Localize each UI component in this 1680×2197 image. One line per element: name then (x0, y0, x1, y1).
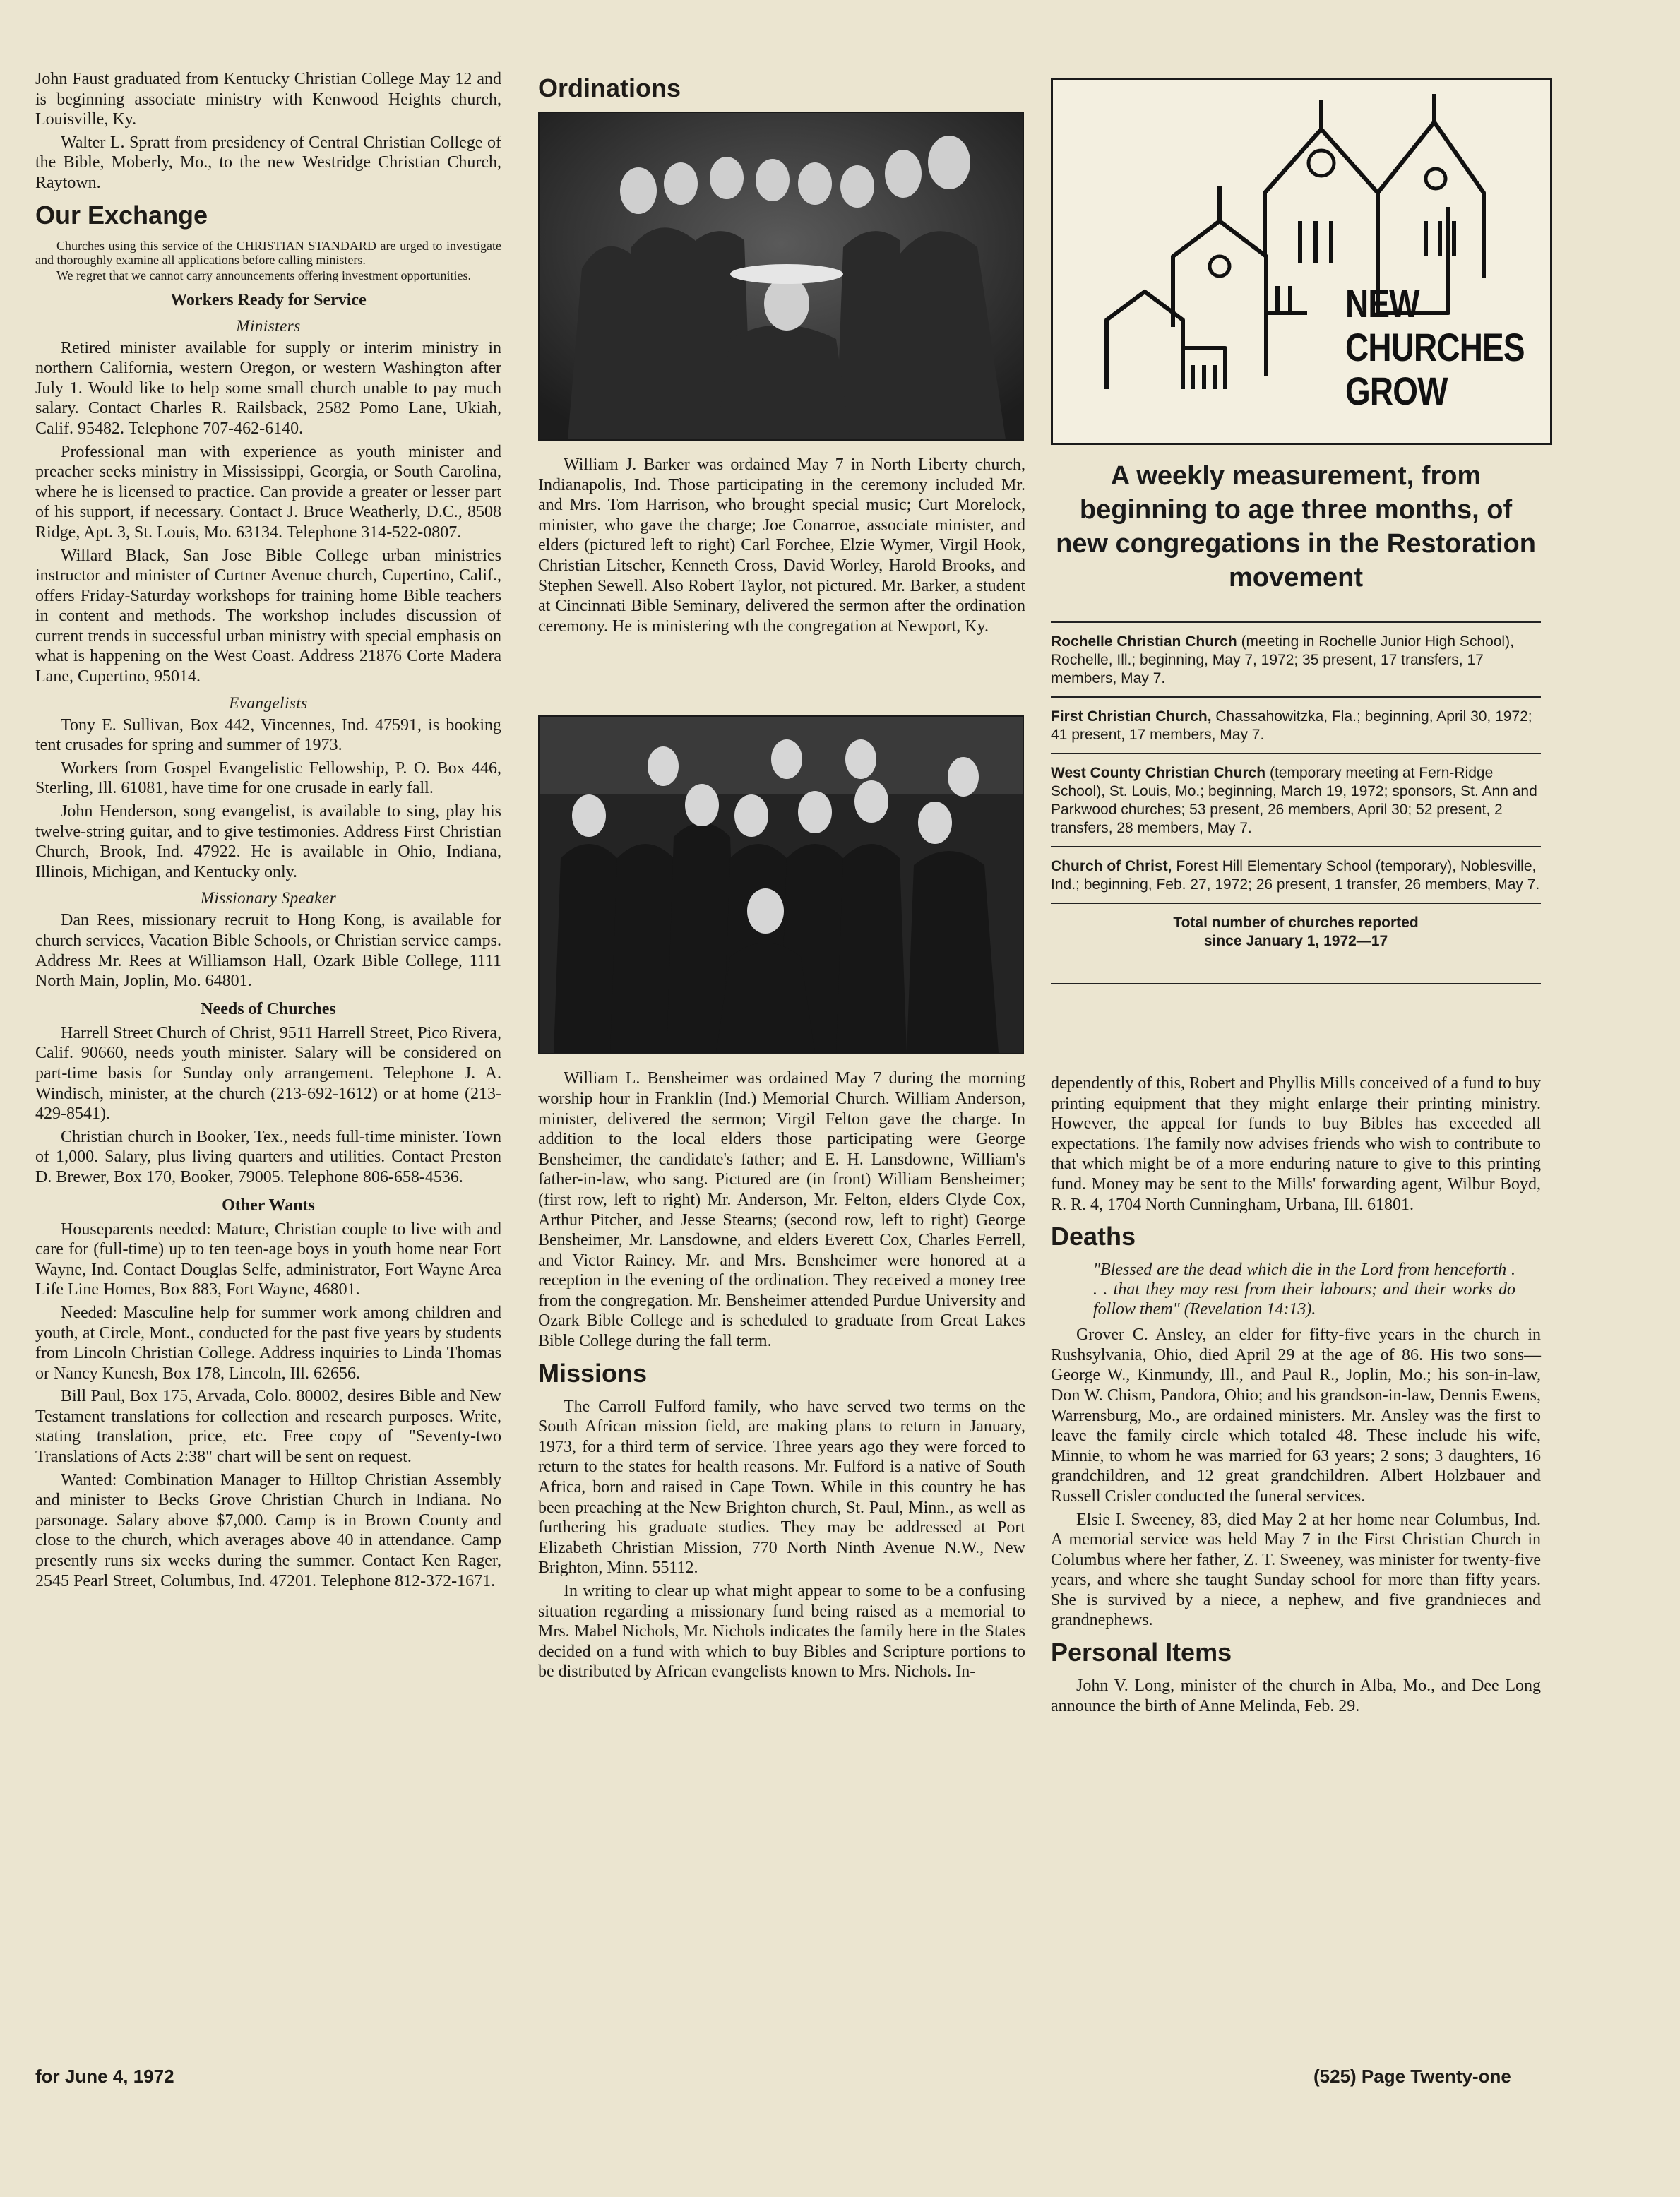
footer-page-number: (525) Page Twenty-one (1313, 2066, 1511, 2087)
column-middle (538, 71, 1025, 1685)
other-ad: Houseparents needed: Mature, Christian couple to live with and care for (full-time) up to ten teen-age boys in youth home near Fort Wayne, Ind. Contact Douglas Selfe, administrator, Fort Wayne Area Life Line Homes, Box 883, Fort Wayne, 46801. (35, 1220, 501, 1299)
other-ad: Wanted: Combination Manager to Hilltop Christian Assembly and minister to Becks Grove Christian Church in Indiana. No parsonage. Salary above $7,000. Camp is in Brown County and close to the church, which averages above 40 in attendance. Camp presently runs six weeks during the summer. Contact Ken Rager, 2545 Pearl Street, Columbus, Ind. 47201. Telephone 812-372-1671. (35, 1470, 501, 1590)
group-portrait-image (540, 717, 1023, 1053)
minister-ad: Retired minister available for supply or interim ministry in northern California, western Oregon, or western Washington after July 1. Would like to help some small church unable to pay much salary. Contact Charles R. Railsback, 2582 Pomo Lane, Ukiah, Calif. 95482. Telephone 707-462-6140. (35, 338, 501, 438)
personal-items-heading: Personal Items (1051, 1638, 1232, 1667)
obituary: Grover C. Ansley, an elder for fifty-five years in the church in Rushsylvania, Ohio, died April 29 at the age of 86. His two sons—George W., Kinmundy, Ill., and Paul R., Joplin, Mo.; his son-in-law, Don W. Chism, Pandora, Ohio; and his grandson-in-law, Dennis Ewens, Warrensburg, Mo., are ordained ministers. Mr. Ansley was the first to leave the family circle which totaled 48. These include his wife, Minnie, to whom he was married for 63 years; 2 sons; 3 daughters, 16 grandchildren, and 12 great grandchildren. Albert Holzbauer and Russell Crisler conducted the funeral services. (1051, 1326, 1541, 1506)
missions-paragraph: The Carroll Fulford family, who have served two terms on the South African mission field, are making plans to return in January, 1973, for a third term of service. Three years ago they were forced to return to the states for health reasons. Mr. Fulford is a native of South Africa, born and raised in Cape Town. While in this country he has been preaching at the New Brighton church, St. Paul, Minn., as well as furthering his graduate studies. They may be addressed at Port Elizabeth Christian Mission, 770 North Ninth Avenue N.W., New Brighton, Minn. 55112. (538, 1397, 1025, 1578)
missions-paragraph: In writing to clear up what might appear to some to be a confusing situation regarding a missionary fund being raised as a memorial to Mrs. Mabel Nichols, Mr. Nichols indicates the family here in the States decided on a fund with which to buy Bibles and Scripture portions to be distributed by African evangelists known to Mrs. Nichols. In- (538, 1582, 1025, 1681)
missionary-ad: Dan Rees, missionary recruit to Hong Kong, is available for church services, Vacation Bible Schools, or Christian service camps. Address Mr. Rees at Williamson Hall, Ozark Bible College, 1111 North Main, Joplin, Mo. 64801. (35, 911, 501, 991)
column-left (35, 69, 501, 1594)
ordination-photo-barker (538, 112, 1024, 441)
exchange-note-2: We regret that we cannot carry announcements offering investment opportunities. (56, 268, 472, 282)
missions-continuation: dependently of this, Robert and Phyllis Mills conceived of a fund to buy printing equipment that they might enlarge their printing ministry. However, the appeal for funds to buy Bibles has exceeded all expectations. The family now advises friends who wish to contribute to that which might be of a more enduring nature to give to this printing fund. Money may be sent to the Mills' forwarding agent, Wilbur Boyd, R. R. 4, 1704 North Cunningham, Urbana, Ill. 61801. (1051, 1074, 1541, 1214)
church-entry: Rochelle Christian Church (meeting in Rochelle Junior High School), Rochelle, Ill.; beginning, May 7, 1972; 35 present, 17 transfers, 17 members, May 7. (1051, 621, 1541, 696)
church-entry: Church of Christ, Forest Hill Elementary School (temporary), Noblesville, Ind.; beginning, Feb. 27, 1972; 26 present, 1 transfer, 26 members, May 7. (1051, 846, 1541, 904)
scripture-quote: "Blessed are the dead which die in the Lord from henceforth . . . that they may rest from their labours; and their works do follow them" (Revelation 14:13). (1093, 1261, 1515, 1319)
workers-heading: Workers Ready for Service (170, 290, 367, 309)
missions-heading: Missions (538, 1358, 648, 1388)
church-entry: West County Christian Church (temporary meeting at Fern-Ridge School), St. Louis, Mo.; beginning, March 19, 1972; sponsors, St. Ann and Parkwood churches; 53 present, 26 members, April 30; 52 present, 2 transfers, 28 members, May 7. (1051, 753, 1541, 846)
new-churches-grow-logo (1051, 78, 1552, 445)
missionary-heading: Missionary Speaker (200, 889, 337, 907)
evangelists-heading: Evangelists (229, 693, 308, 712)
evangelist-ad: Workers from Gospel Evangelistic Fellowship, P. O. Box 446, Sterling, Ill. 61081, have time for one crusade in early fall. (35, 758, 501, 798)
other-ad: Bill Paul, Box 175, Arvada, Colo. 80002, desires Bible and New Testament translations for collection and research purposes. Write, stating translation, price, etc. Free copy of "Seventy-two Translations of Acts 2:38" chart will be sent on request. (35, 1387, 501, 1467)
personal-item: John V. Long, minister of the church in Alba, Mo., and Dee Long announce the birth of Anne Melinda, Feb. 29. (1051, 1677, 1541, 1715)
laying-on-hands-image (540, 113, 1023, 439)
exchange-heading: Our Exchange (35, 200, 208, 230)
needs-ad: Harrell Street Church of Christ, 9511 Harrell Street, Pico Rivera, Calif. 90660, needs youth minister. Salary will be considered on part-time basis for Sunday only arrangement. Telephone J. A. Windisch, minister, at the church (213-692-1612) or at home (213-429-8541). (35, 1023, 501, 1124)
obituary: Elsie I. Sweeney, 83, died May 2 at her home near Columbus, Ind. A memorial service was held May 7 in the First Christian Church in Columbus where her father, Z. T. Sweeney, was minister for twenty-five years, and where she taught Sunday school for more than fifty years. She is survived by a niece, a nephew, and five grandnieces and grandnephews. (1051, 1510, 1541, 1630)
caption-barker: William J. Barker was ordained May 7 in North Liberty church, Indianapolis, Ind. Those participating in the ceremony included Mr. and Mrs. Tom Harrison, who brought special music; Curt Morelock, minister, who gave the charge; Joe Conarroe, associate minister, and elders (pictured left to right) Carl Forchee, Elzie Wymer, Virgil Hook, Christian Litscher, Kenneth Cross, David Worley, Harold Brooks, and Stephen Sewell. Also Robert Taylor, not pictured. Mr. Barker, a student at Cincinnati Bible Seminary, delivered the sermon after the ordination ceremony. He is ministering wth the congregation at Newport, Ky. (538, 456, 1025, 636)
needs-ad: Christian church in Booker, Tex., needs full-time minister. Town of 1,000. Salary, plus living quarters and utilities. Contact Preston D. Brewer, Box 170, Booker, 79005. Telephone 806-658-4536. (35, 1127, 501, 1186)
ministers-heading: Ministers (236, 316, 301, 335)
minister-ad: Willard Black, San Jose Bible College urban ministries instructor and minister of Curtner Avenue church, Cupertino, Calif., offers Friday-Saturday workshops for training home Bible teachers in content and methods. The workshop includes discussion of current trends in successful urban ministry with special emphasis on what is happening on the West Coast. Address 21876 Corte Madera Lane, Cupertino, 95014. (35, 546, 501, 686)
deaths-heading: Deaths (1051, 1222, 1136, 1251)
intro-faust: John Faust graduated from Kentucky Christian College May 12 and is beginning associate ministry with Kenwood Heights church, Louisville, Ky. (35, 70, 501, 129)
church-entry: First Christian Church, Chassahowitzka, Fla.; beginning, April 30, 1972; 41 present, 17 members, May 7. (1051, 696, 1541, 753)
needs-heading: Needs of Churches (201, 999, 336, 1018)
exchange-note: Churches using this service of the CHRISTIAN STANDARD are urged to investigate and thoroughly examine all applications before calling ministers. (35, 238, 501, 267)
ordination-photo-bensheimer (538, 715, 1024, 1054)
ordinations-heading: Ordinations (538, 73, 681, 102)
other-ad: Needed: Masculine help for summer work among children and youth, at Circle, Mont., conducted for the past five years by students from Lincoln Christian College. Address inquiries to Linda Thomas or Nancy Kunesh, Box 178, Lincoln, Ill. 62656. (35, 1303, 501, 1383)
intro-spratt: Walter L. Spratt from presidency of Central Christian College of the Bible, Moberly, Mo., to the new Westridge Christian Church, Raytown. (35, 133, 501, 192)
evangelist-ad: John Henderson, song evangelist, is available to sing, play his twelve-string guitar, and to give testimonies. Address First Christian Church, Brook, Ind. 47922. He is available in Ohio, Indiana, Illinois, Michigan, and Kentucky only. (35, 802, 501, 881)
footer-date: for June 4, 1972 (35, 2066, 174, 2087)
other-wants-heading: Other Wants (222, 1196, 315, 1215)
logo-tagline: A weekly measurement, from beginning to age three months, of new congregations in the Restoration movement (1056, 461, 1536, 593)
minister-ad: Professional man with experience as youth minister and preacher seeks ministry in Mississippi, Georgia, or South Carolina, where he is licensed to practice. Can provide a greater or lesser part of his support, if necessary. Contact J. Bruce Weatherly, D.C., 8508 Ridge, Apt. 3, St. Louis, Mo. 63134. Telephone 314-522-0807. (35, 442, 501, 542)
evangelist-ad: Tony E. Sullivan, Box 442, Vincennes, Ind. 47591, is booking tent crusades for spring and summer of 1973. (35, 715, 501, 755)
caption-bensheimer: William L. Bensheimer was ordained May 7 during the morning worship hour in Franklin (Ind.) Memorial Church. William Anderson, minister, delivered the sermon; Virgil Felton gave the charge. In addition to the local elders those participating were George Bensheimer, the candidate's father; and E. H. Lansdowne, William's father-in-law, who sang. Pictured are (in front) William Bensheimer; (first row, left to right) Mr. Anderson, Mr. Felton, elders Clyde Cox, Arthur Pitcher, and Jesse Stearns; (second row, left to right) George Bensheimer, Mr. Lansdowne, and elders Everett Cox, Charles Ferrell, and Victor Rainey. Mr. and Mrs. Bensheimer were honored at a reception in the evening of the ordination. They received a money tree from the congregation. Mr. Bensheimer attended Purdue University and Ozark Bible College and is scheduled to graduate from Great Lakes Bible College during the fall term. (538, 1069, 1025, 1351)
total-churches: Total number of churches reported since January 1, 1972—17 (1051, 904, 1541, 984)
column-right (1051, 78, 1541, 1719)
logo-text: NEW CHURCHES GROW (1345, 281, 1525, 413)
